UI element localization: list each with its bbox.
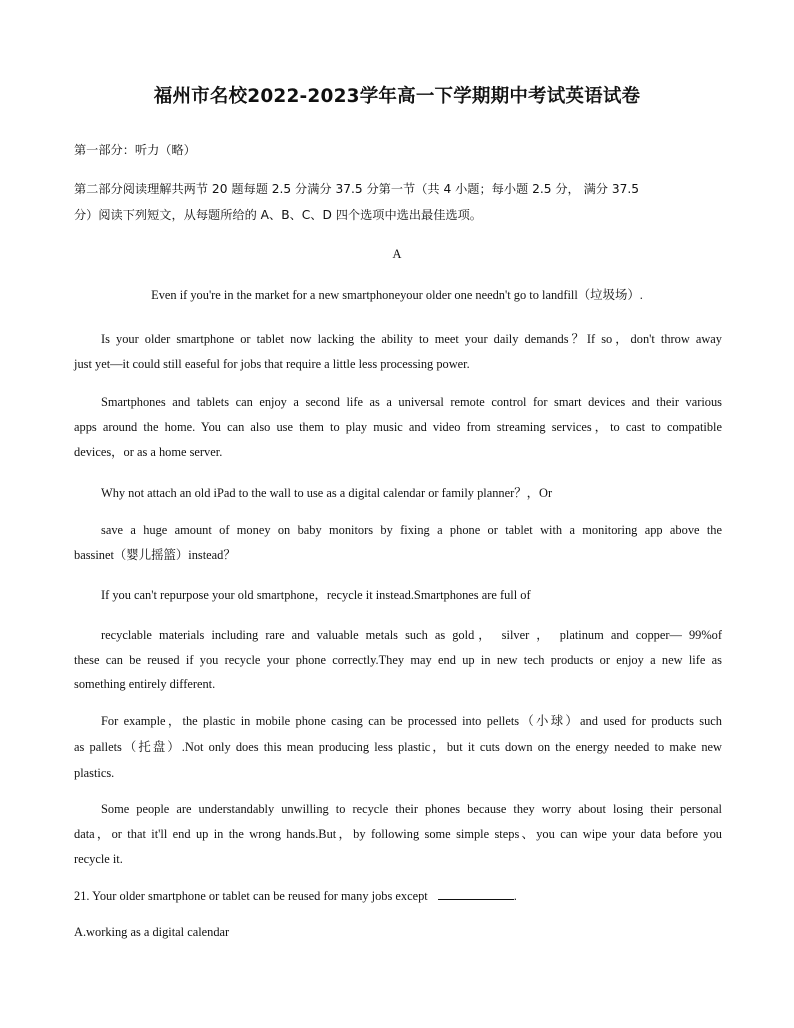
- paragraph-7-line-3: plastics.: [74, 766, 115, 780]
- paragraph-8-line-3: recycle it.: [74, 852, 123, 866]
- paragraph-1-line-1: Is your older smartphone or tablet now lacking the ability to meet your daily demands？If so，don't throw away: [101, 332, 722, 346]
- paragraph-5-line-1: If you can't repurpose your old smartphone，recycle it instead.Smartphones are full of: [101, 588, 531, 602]
- paragraph-7-line-1: For example，the plastic in mobile phone casing can be processed into pellets（小球）and used for products such: [101, 714, 722, 728]
- paragraph-8-line-1: Some people are understandably unwilling to recycle their phones because they worry about losing their personal: [101, 802, 722, 816]
- part-two-instructions-line-1: [74, 181, 722, 197]
- paragraph-2-line-1: Smartphones and tablets can enjoy a second life as a universal remote control for smart devices and their various: [101, 395, 722, 409]
- paragraph-4-line-2: bassinet（婴儿摇篮）instead？: [74, 548, 236, 562]
- part-one-heading: 第一部分：听力（略）: [74, 143, 196, 157]
- passage-subtitle: Even if you're in the market for a new smartphoneyour older one needn't go to landfill（垃圾场）.: [151, 288, 643, 302]
- page-title: 福州市名校2022-2023学年高一下学期期中考试英语试卷: [153, 86, 641, 107]
- paragraph-2-line-3: devices，or as a home server.: [74, 445, 223, 459]
- paragraph-6-line-3: something entirely different.: [74, 677, 216, 691]
- paragraph-3-line-1: Why not attach an old iPad to the wall to use as a digital calendar or family planner？，Or: [101, 486, 553, 500]
- section-label: A: [392, 247, 402, 261]
- question-21: [74, 888, 722, 904]
- question-21-text: 21. Your older smartphone or tablet can be reused for many jobs except: [74, 889, 428, 903]
- paragraph-4-line-1: save a huge amount of money on baby monitors by fixing a phone or tablet with a monitoring app above the: [101, 523, 722, 537]
- paragraph-1-line-2: just yet—it could still easeful for jobs that require a little less processing power.: [74, 357, 470, 371]
- part-two-instructions-text-1: 第二部分阅读理解共两节 20 题每题 2.5 分满分 37.5 分第一节（共 4 小题；每小题 2.5 分， 满分 37.5: [74, 182, 639, 196]
- question-21-end: .: [513, 889, 517, 903]
- paragraph-6-line-1: recyclable materials including rare and valuable metals such as gold， silver ， platinum and copper— 99%of: [101, 628, 722, 642]
- answer-blank: [438, 888, 514, 900]
- option-a: A.working as a digital calendar: [74, 925, 230, 939]
- paragraph-7-line-2: as pallets（托盘）.Not only does this mean producing less plastic，but it cuts down on the energy needed to make new: [74, 740, 722, 754]
- part-two-instructions-line-2: 分）阅读下列短文，从每题所给的 A、B、C、D 四个选项中选出最佳选项。: [74, 208, 482, 222]
- paragraph-2-line-2: apps around the home. You can also use them to play music and video from streaming services，to cast to compatible: [74, 420, 722, 434]
- paragraph-8-line-2: data，or that it'll end up in the wrong hands.But，by following some simple steps、you can wipe your data before you: [74, 827, 722, 841]
- paragraph-6-line-2: these can be reused if you recycle your phone correctly.They may end up in new tech products or enjoy a new life as: [74, 653, 722, 667]
